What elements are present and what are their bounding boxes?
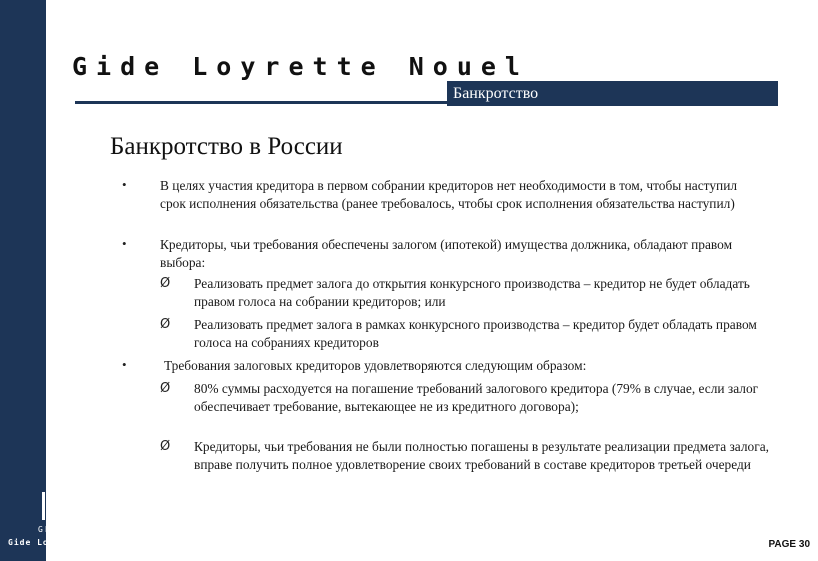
bullet-marker: • [122, 357, 127, 372]
logo-bar [54, 496, 57, 520]
sub-item-2-1: Реализовать предмет залога до открытия конкурсного производства – кредитор не будет обладать правом голоса на собрании кредиторов; или [194, 276, 750, 309]
firm-wordmark: Gide Loyrette Nouel [72, 52, 529, 81]
arrow-bullet-icon: Ø [160, 276, 171, 291]
left-brand-band [0, 0, 46, 561]
arrow-bullet-icon: Ø [160, 439, 171, 454]
logo-caption: Gide Loyrette Nouel [8, 538, 119, 547]
bullet-item-3: Требования залоговых кредиторов удовлетворяются следующим образом: [164, 358, 587, 373]
logo-bar [48, 486, 51, 520]
logo-initials: GLN [38, 525, 59, 534]
section-tab-label: Банкротство [453, 85, 539, 102]
logo-bar [42, 492, 45, 520]
page-title: Банкротство в России [110, 133, 343, 160]
logo-bar [60, 490, 63, 520]
bullet-item-1: В целях участия кредитора в первом собрании кредиторов нет необходимости в том, чтобы наступил срок исполнения обязательства (ранее требовалось, чтобы срок исполнения обязательства наступил) [160, 178, 738, 211]
bullet-item-2: Кредиторы, чьи требования обеспечены залогом (ипотекой) имущества должника, обладают правом выбора: [160, 237, 733, 270]
sub-item-3-1: 80% суммы расходуется на погашение требований залогового кредитора (79% в случае, если залог обеспечивает требование, вытекающее не из кредитного договора); [194, 381, 759, 414]
header-rule [75, 101, 447, 104]
sub-item-3-2: Кредиторы, чьи требования не были полностью погашены в результате реализации предмета залога, вправе получить полное удовлетворение своих требований в составе кредиторов третьей очереди [194, 439, 770, 472]
bullet-marker: • [122, 236, 127, 251]
arrow-bullet-icon: Ø [160, 317, 171, 332]
sub-item-2-2: Реализовать предмет залога в рамках конкурсного производства – кредитор будет обладать правом голоса на собраниях кредиторов [194, 317, 757, 350]
bullet-marker: • [122, 177, 127, 192]
arrow-bullet-icon: Ø [160, 381, 171, 396]
section-tab [447, 81, 778, 106]
page-number: PAGE 30 [768, 539, 810, 550]
